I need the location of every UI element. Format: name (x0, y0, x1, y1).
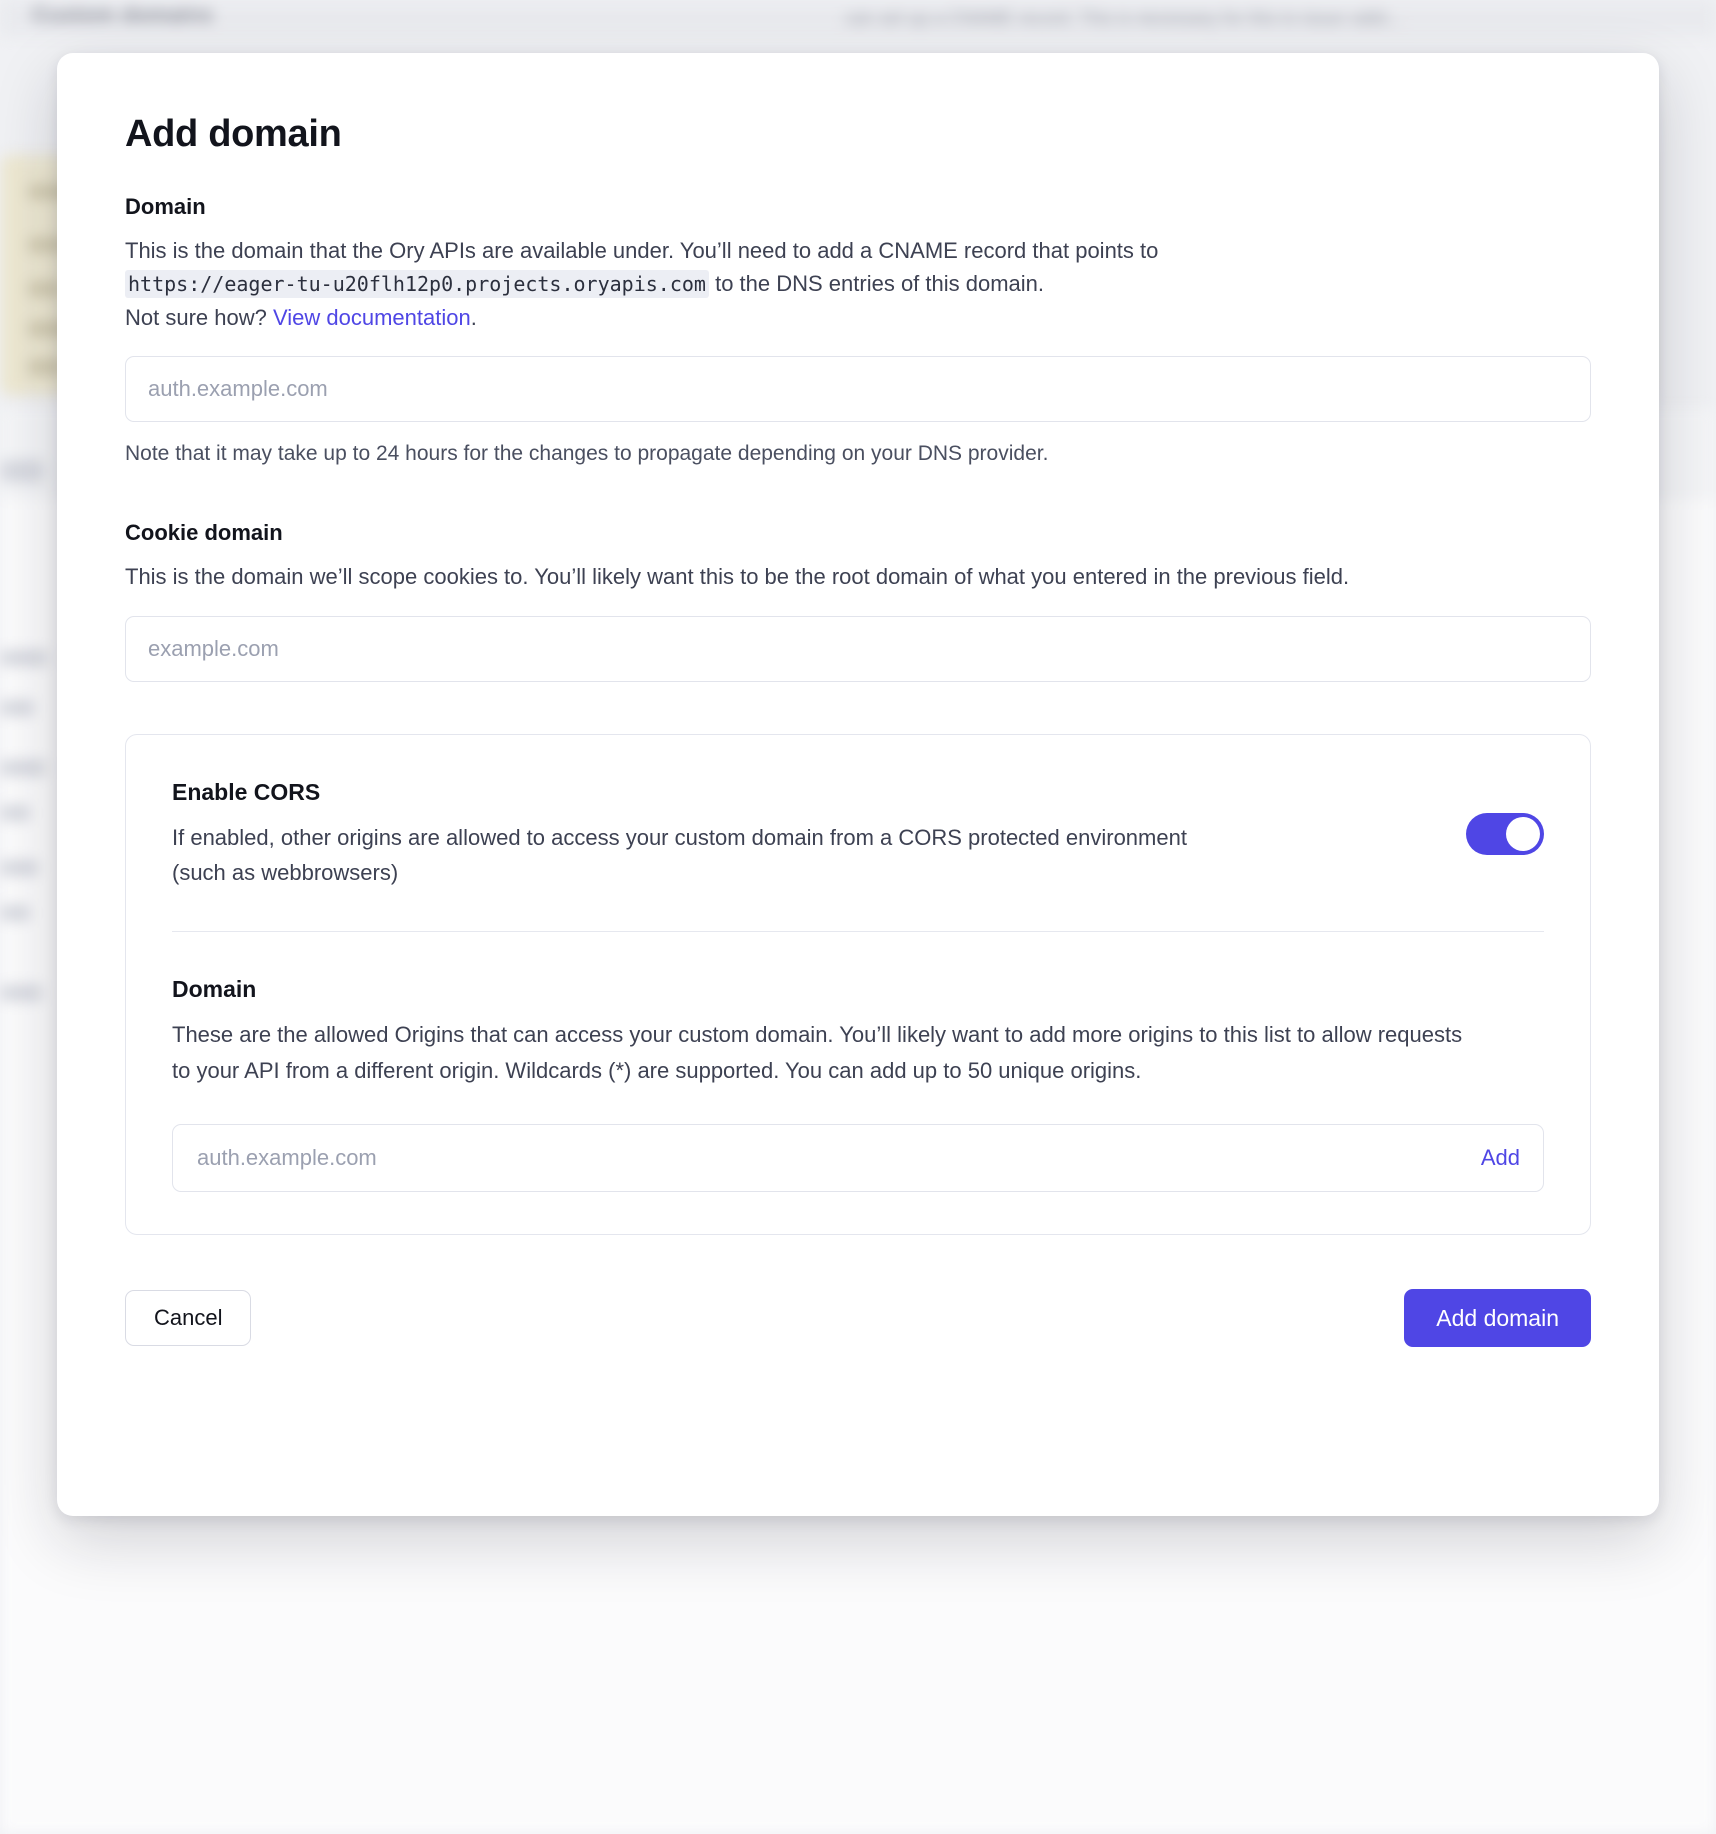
cors-card (125, 734, 1591, 1236)
domain-desc-part4: . (470, 304, 477, 330)
domain-input[interactable] (125, 356, 1591, 422)
background-block (0, 905, 30, 921)
add-domain-dialog (57, 53, 1659, 1516)
domain-propagation-hint: Note that it may take up to 24 hours for the changes to propagate depending on your DNS provider. (125, 442, 1049, 466)
background-note: can set up a CNAME record. This is necessary for this to issue valid... (845, 8, 1401, 28)
cookie-domain-input[interactable] (125, 616, 1591, 682)
enable-cors-description: If enabled, other origins are allowed to access your custom domain from a CORS protected environment (such as webbrowsers) (172, 824, 1187, 886)
enable-cors-label: Enable CORS (172, 778, 321, 805)
enable-cors-toggle[interactable] (1466, 813, 1544, 855)
cors-domain-description: These are the allowed Origins that can access your custom domain. You’ll likely want to add more origins to this list to allow requests to your API from a different origin. Wildcards (*) are supported. You can add up to 50 unique origins. (172, 1022, 1463, 1083)
add-origin-button[interactable]: Add (1480, 1145, 1520, 1171)
cancel-button[interactable]: Cancel (125, 1290, 251, 1346)
toggle-knob (1506, 817, 1540, 851)
background-block (0, 650, 48, 666)
cookie-domain-label: Cookie domain (125, 520, 283, 546)
cookie-domain-description: This is the domain we’ll scope cookies to. You’ll likely want this to be the root domain of what you entered in the previous field. (125, 564, 1350, 590)
background-block (0, 760, 46, 776)
domain-description (125, 234, 1525, 334)
background-block (0, 700, 34, 716)
dialog-footer (125, 1289, 1591, 1347)
view-documentation-link[interactable]: View documentation (272, 304, 471, 330)
origin-input-group (172, 1124, 1544, 1192)
background-block (0, 985, 42, 1001)
origin-input[interactable] (172, 1124, 1544, 1192)
add-domain-button[interactable]: Add domain (1404, 1289, 1591, 1347)
background-block (0, 860, 38, 876)
background-block (0, 460, 44, 482)
cors-domain-label: Domain (172, 976, 257, 1002)
domain-desc-part3: Not sure how? (125, 304, 273, 330)
domain-desc-part1: This is the domain that the Ory APIs are available under. You’ll need to add a CNAME record that points to (125, 238, 1159, 263)
domain-desc-part2: to the DNS entries of this domain. (708, 271, 1045, 297)
cors-divider (172, 931, 1544, 932)
domain-label: Domain (125, 194, 206, 219)
dialog-title: Add domain (125, 113, 342, 155)
background-page-title: Custom domains (32, 2, 214, 27)
cname-target-code: https://eager-tu-u20flh12p0.projects.oryapis.com (125, 270, 709, 298)
background-block (0, 805, 30, 821)
